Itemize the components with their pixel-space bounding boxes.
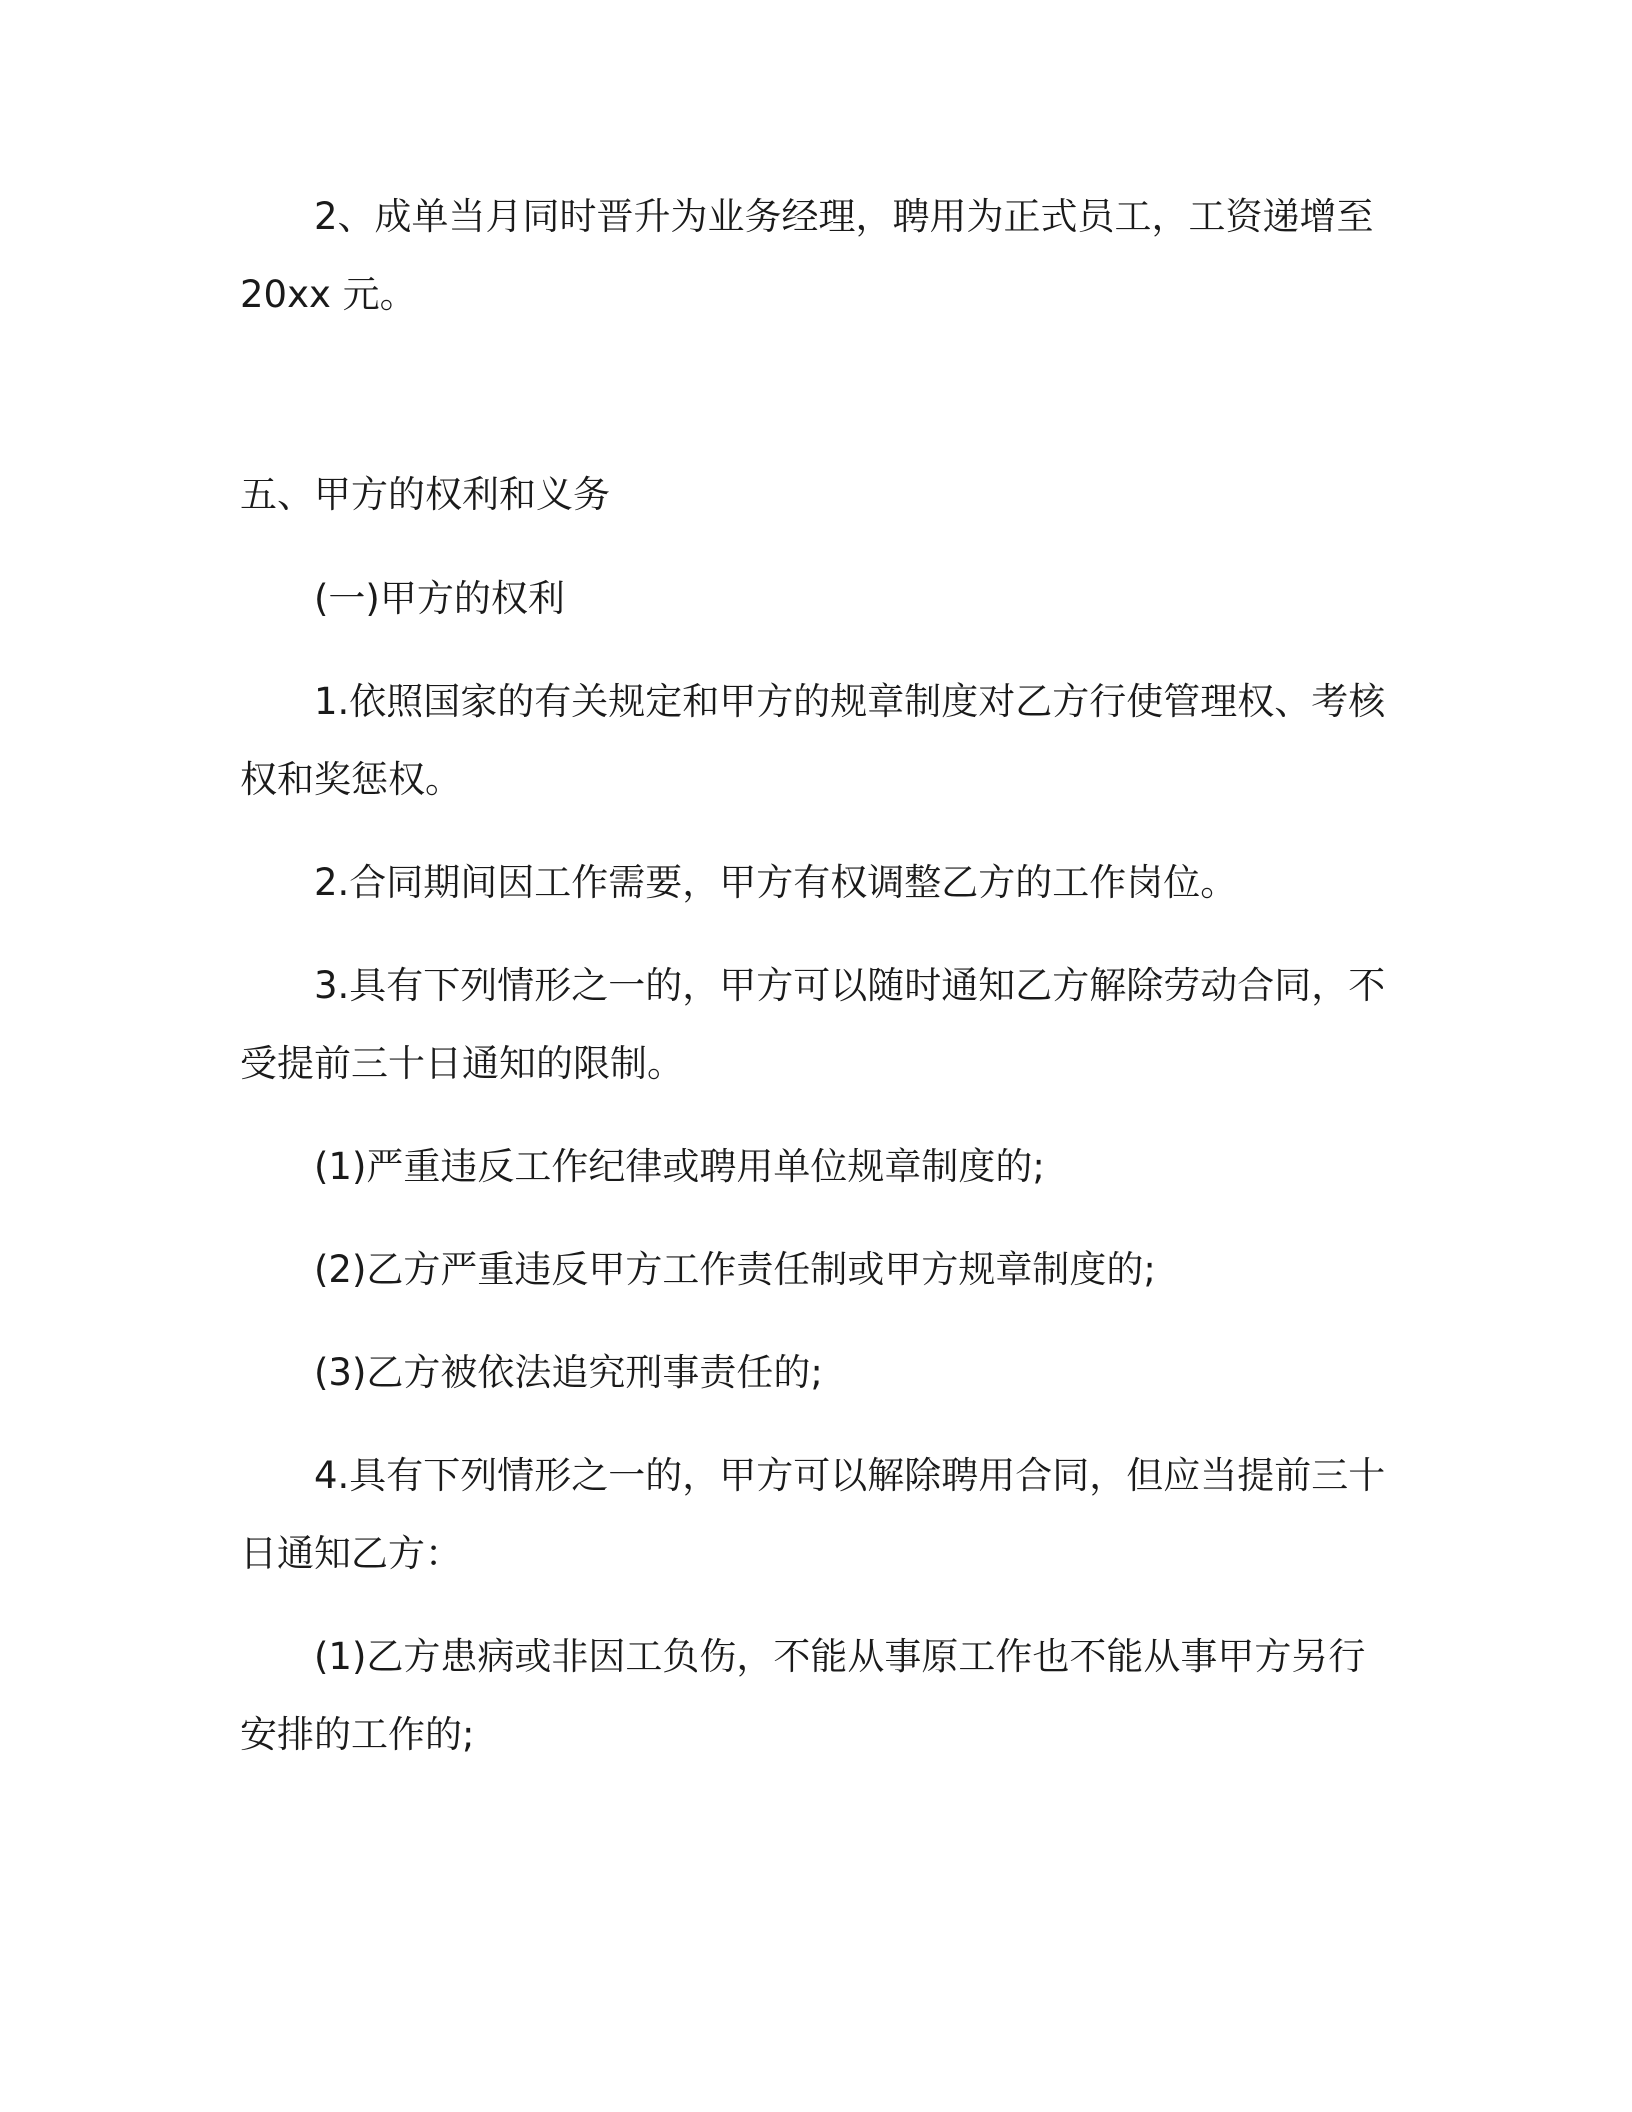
subsection-heading-party-a-rights: (一)甲方的权利: [314, 577, 565, 620]
list-item-4-1: (1)乙方患病或非因工负伤，不能从事原工作也不能从事甲方另行安排的工作的;: [240, 1635, 1366, 1756]
list-item-3-1: (1)严重违反工作纪律或聘用单位规章制度的;: [314, 1145, 1045, 1188]
paragraph-promotion: 2、成单当月同时晋升为业务经理，聘用为正式员工，工资递增至20xx 元。: [240, 195, 1374, 316]
paragraph-right-1: 1.依照国家的有关规定和甲方的规章制度对乙方行使管理权、考核权和奖惩权。: [240, 680, 1386, 801]
paragraph-right-2: 2.合同期间因工作需要，甲方有权调整乙方的工作岗位。: [314, 861, 1238, 904]
list-item-3-2: (2)乙方严重违反甲方工作责任制或甲方规章制度的;: [314, 1248, 1156, 1291]
list-item-3-3: (3)乙方被依法追究刑事责任的;: [314, 1351, 823, 1394]
section-heading-party-a-rights-duties: 五、甲方的权利和义务: [240, 473, 610, 516]
paragraph-right-3: 3.具有下列情形之一的，甲方可以随时通知乙方解除劳动合同，不受提前三十日通知的限制。: [240, 964, 1386, 1085]
paragraph-right-4: 4.具有下列情形之一的，甲方可以解除聘用合同，但应当提前三十日通知乙方：: [240, 1454, 1386, 1575]
